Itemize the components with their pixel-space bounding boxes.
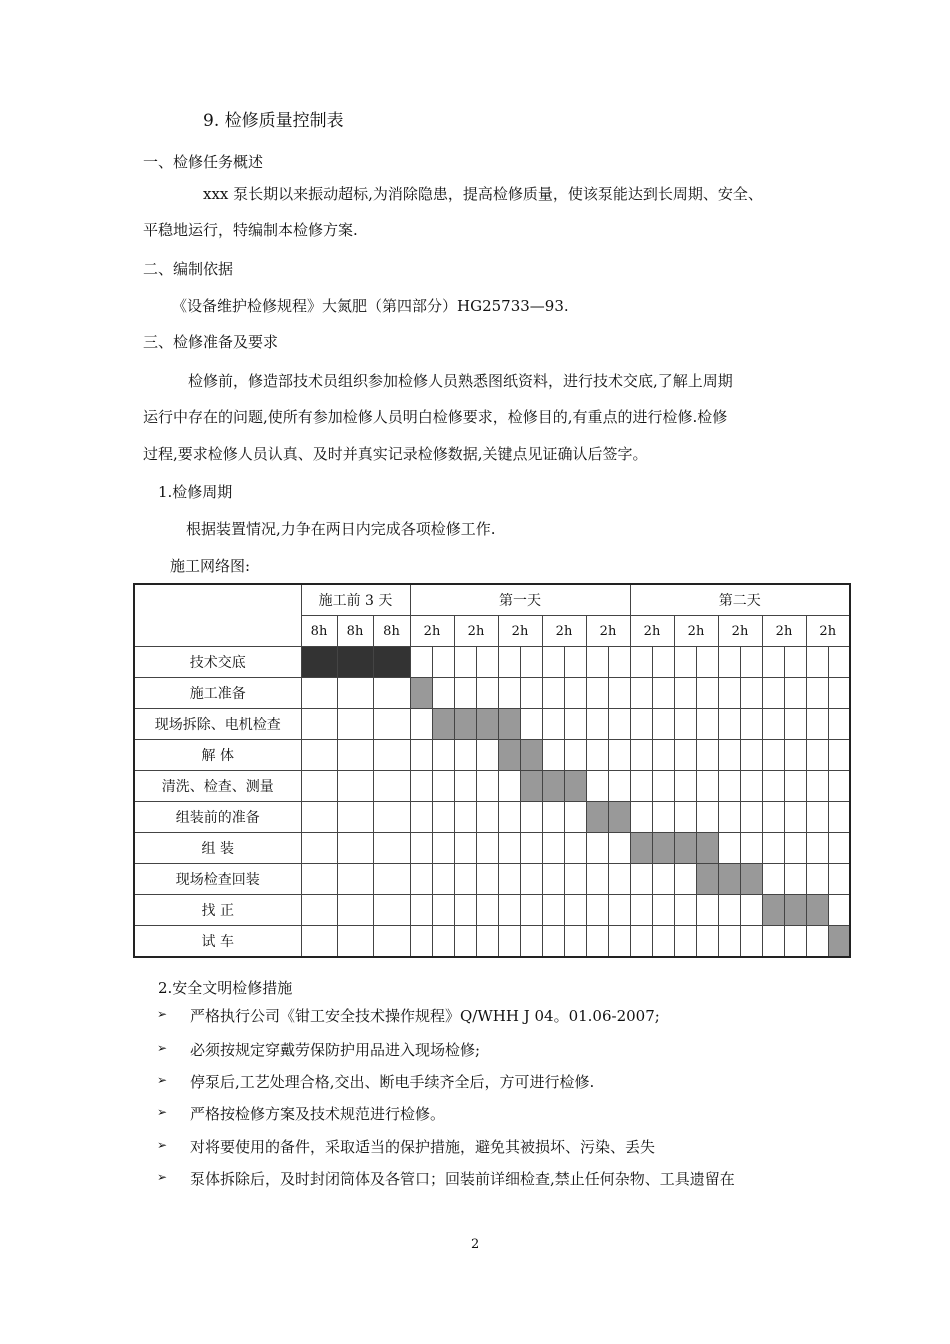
gantt-bar-cell: [520, 740, 542, 771]
network-label: 施工网络图:: [170, 557, 251, 575]
gantt-empty-cell: [630, 926, 652, 958]
gantt-empty-cell: [718, 926, 740, 958]
gantt-bar-cell: [718, 864, 740, 895]
gantt-empty-cell: [454, 895, 476, 926]
gantt-empty-cell: [410, 864, 432, 895]
gantt-unit-header: 2h: [762, 616, 806, 647]
gantt-empty-cell: [498, 647, 520, 678]
gantt-empty-cell: [828, 709, 850, 740]
gantt-unit-header: 2h: [718, 616, 762, 647]
gantt-empty-cell: [586, 895, 608, 926]
gantt-task-row: [134, 895, 850, 926]
gantt-empty-cell: [337, 771, 373, 802]
gantt-empty-cell: [410, 802, 432, 833]
gantt-task-name: 组 装: [134, 833, 301, 864]
safety-measure-item: 对将要使用的备件，采取适当的保护措施，避免其被损坏、污染、丢失: [190, 1138, 656, 1156]
gantt-empty-cell: [784, 833, 806, 864]
gantt-empty-cell: [828, 771, 850, 802]
gantt-unit-header: 2h: [498, 616, 542, 647]
gantt-bar-cell: [410, 678, 432, 709]
gantt-empty-cell: [337, 833, 373, 864]
gantt-empty-cell: [784, 771, 806, 802]
gantt-empty-cell: [740, 926, 762, 958]
gantt-empty-cell: [586, 647, 608, 678]
gantt-empty-cell: [718, 895, 740, 926]
gantt-empty-cell: [301, 864, 337, 895]
gantt-empty-cell: [454, 740, 476, 771]
gantt-empty-cell: [542, 709, 564, 740]
gantt-empty-cell: [410, 833, 432, 864]
gantt-empty-cell: [542, 802, 564, 833]
gantt-empty-cell: [608, 647, 630, 678]
gantt-chart-table: [133, 583, 851, 958]
gantt-task-name: 找 正: [134, 895, 301, 926]
gantt-empty-cell: [630, 647, 652, 678]
gantt-empty-cell: [762, 647, 784, 678]
gantt-empty-cell: [762, 926, 784, 958]
gantt-empty-cell: [806, 771, 828, 802]
gantt-bar-cell: [454, 709, 476, 740]
section-2-para: 《设备维护检修规程》大氮肥（第四部分）HG25733—93.: [172, 297, 569, 315]
gantt-empty-cell: [828, 740, 850, 771]
gantt-empty-cell: [674, 709, 696, 740]
gantt-task-row: [134, 740, 850, 771]
gantt-corner-cell: [134, 584, 301, 647]
gantt-task-row: [134, 771, 850, 802]
gantt-empty-cell: [301, 678, 337, 709]
gantt-empty-cell: [542, 833, 564, 864]
gantt-group-row: [134, 584, 850, 616]
gantt-empty-cell: [520, 864, 542, 895]
gantt-empty-cell: [432, 802, 454, 833]
gantt-bar-cell: [696, 864, 718, 895]
gantt-empty-cell: [564, 926, 586, 958]
gantt-empty-cell: [498, 771, 520, 802]
gantt-empty-cell: [828, 864, 850, 895]
gantt-empty-cell: [410, 647, 432, 678]
gantt-empty-cell: [696, 709, 718, 740]
bullet-arrow-icon: ➢: [157, 1105, 168, 1119]
gantt-bar-cell: [373, 647, 410, 678]
gantt-empty-cell: [652, 926, 674, 958]
gantt-empty-cell: [630, 709, 652, 740]
gantt-empty-cell: [586, 709, 608, 740]
gantt-empty-cell: [696, 895, 718, 926]
gantt-empty-cell: [564, 895, 586, 926]
gantt-empty-cell: [301, 709, 337, 740]
gantt-empty-cell: [608, 895, 630, 926]
period-para: 根据装置情况,力争在两日内完成各项检修工作.: [186, 520, 496, 538]
gantt-bar-cell: [498, 740, 520, 771]
gantt-unit-header: 8h: [373, 616, 410, 647]
gantt-empty-cell: [762, 864, 784, 895]
gantt-empty-cell: [806, 740, 828, 771]
safety-title: 2.安全文明检修措施: [158, 979, 293, 997]
gantt-task-name: 现场检查回装: [134, 864, 301, 895]
gantt-empty-cell: [586, 833, 608, 864]
gantt-empty-cell: [674, 895, 696, 926]
gantt-task-row: [134, 709, 850, 740]
gantt-empty-cell: [784, 864, 806, 895]
gantt-empty-cell: [542, 926, 564, 958]
gantt-empty-cell: [718, 647, 740, 678]
gantt-empty-cell: [373, 678, 410, 709]
gantt-empty-cell: [476, 864, 498, 895]
gantt-empty-cell: [652, 771, 674, 802]
gantt-empty-cell: [762, 740, 784, 771]
gantt-empty-cell: [476, 802, 498, 833]
gantt-empty-cell: [337, 864, 373, 895]
gantt-empty-cell: [718, 678, 740, 709]
gantt-bar-cell: [520, 771, 542, 802]
gantt-empty-cell: [784, 647, 806, 678]
safety-measure-item: 严格按检修方案及技术规范进行检修。: [190, 1105, 446, 1123]
gantt-empty-cell: [337, 926, 373, 958]
gantt-empty-cell: [784, 740, 806, 771]
gantt-empty-cell: [828, 802, 850, 833]
gantt-empty-cell: [454, 926, 476, 958]
bullet-arrow-icon: ➢: [157, 1041, 168, 1055]
gantt-empty-cell: [740, 771, 762, 802]
gantt-bar-cell: [542, 771, 564, 802]
section-1-title: 一、检修任务概述: [143, 153, 264, 171]
gantt-empty-cell: [696, 740, 718, 771]
gantt-group-header: 第一天: [410, 584, 630, 616]
gantt-empty-cell: [337, 895, 373, 926]
gantt-empty-cell: [762, 833, 784, 864]
gantt-group-header: 第二天: [630, 584, 850, 616]
gantt-empty-cell: [373, 802, 410, 833]
gantt-empty-cell: [674, 864, 696, 895]
gantt-bar-cell: [652, 833, 674, 864]
gantt-empty-cell: [337, 802, 373, 833]
gantt-task-name: 施工准备: [134, 678, 301, 709]
gantt-empty-cell: [784, 802, 806, 833]
gantt-empty-cell: [498, 864, 520, 895]
gantt-empty-cell: [542, 678, 564, 709]
gantt-empty-cell: [784, 926, 806, 958]
gantt-empty-cell: [520, 926, 542, 958]
gantt-empty-cell: [696, 678, 718, 709]
safety-measure-item: 泵体拆除后，及时封闭筒体及各管口；回装前详细检查,禁止任何杂物、工具遗留在: [190, 1170, 735, 1188]
gantt-empty-cell: [476, 740, 498, 771]
gantt-group-header: 施工前 3 天: [301, 584, 410, 616]
safety-measure-item: 必须按规定穿戴劳保防护用品进入现场检修;: [190, 1041, 481, 1059]
gantt-empty-cell: [542, 864, 564, 895]
gantt-task-row: [134, 678, 850, 709]
gantt-empty-cell: [542, 895, 564, 926]
gantt-empty-cell: [432, 833, 454, 864]
gantt-empty-cell: [718, 771, 740, 802]
gantt-empty-cell: [410, 926, 432, 958]
gantt-empty-cell: [696, 647, 718, 678]
gantt-empty-cell: [784, 678, 806, 709]
gantt-empty-cell: [696, 926, 718, 958]
gantt-empty-cell: [652, 895, 674, 926]
bullet-arrow-icon: ➢: [157, 1170, 168, 1184]
gantt-empty-cell: [498, 926, 520, 958]
safety-measure-item: 停泵后,工艺处理合格,交出、断电手续齐全后，方可进行检修.: [190, 1073, 595, 1091]
section-2-title: 二、编制依据: [143, 260, 234, 278]
gantt-empty-cell: [373, 709, 410, 740]
gantt-empty-cell: [301, 771, 337, 802]
gantt-empty-cell: [542, 647, 564, 678]
gantt-empty-cell: [564, 833, 586, 864]
gantt-unit-header: 8h: [301, 616, 337, 647]
gantt-empty-cell: [586, 678, 608, 709]
gantt-task-name: 现场拆除、电机检查: [134, 709, 301, 740]
gantt-empty-cell: [674, 647, 696, 678]
gantt-empty-cell: [476, 833, 498, 864]
gantt-empty-cell: [718, 802, 740, 833]
bullet-arrow-icon: ➢: [157, 1138, 168, 1152]
period-title: 1.检修周期: [158, 483, 233, 501]
gantt-empty-cell: [373, 864, 410, 895]
page-heading: 9. 检修质量控制表: [203, 111, 344, 131]
gantt-bar-cell: [784, 895, 806, 926]
gantt-empty-cell: [806, 709, 828, 740]
gantt-unit-header: 2h: [454, 616, 498, 647]
gantt-empty-cell: [520, 833, 542, 864]
gantt-empty-cell: [762, 802, 784, 833]
gantt-empty-cell: [652, 802, 674, 833]
gantt-empty-cell: [762, 771, 784, 802]
gantt-empty-cell: [301, 802, 337, 833]
section-3-para-line-2: 运行中存在的问题,使所有参加检修人员明白检修要求，检修目的,有重点的进行检修.检修: [143, 408, 728, 426]
gantt-empty-cell: [652, 864, 674, 895]
gantt-empty-cell: [520, 678, 542, 709]
gantt-empty-cell: [762, 678, 784, 709]
gantt-bar-cell: [608, 802, 630, 833]
gantt-bar-cell: [630, 833, 652, 864]
gantt-empty-cell: [337, 740, 373, 771]
gantt-empty-cell: [806, 864, 828, 895]
gantt-empty-cell: [828, 678, 850, 709]
gantt-empty-cell: [454, 833, 476, 864]
gantt-empty-cell: [696, 802, 718, 833]
safety-measure-item: 严格执行公司《钳工安全技术操作规程》Q/WHH J 04。01.06-2007;: [190, 1007, 660, 1025]
gantt-empty-cell: [652, 740, 674, 771]
gantt-empty-cell: [630, 895, 652, 926]
gantt-empty-cell: [674, 740, 696, 771]
gantt-empty-cell: [432, 926, 454, 958]
gantt-empty-cell: [498, 895, 520, 926]
gantt-empty-cell: [476, 926, 498, 958]
section-1-para-line-1: xxx 泵长期以来振动超标,为消除隐患，提高检修质量，使该泵能达到长周期、安全、: [203, 185, 763, 203]
gantt-empty-cell: [432, 771, 454, 802]
gantt-bar-cell: [476, 709, 498, 740]
gantt-empty-cell: [806, 678, 828, 709]
gantt-empty-cell: [498, 833, 520, 864]
gantt-empty-cell: [564, 740, 586, 771]
gantt-empty-cell: [410, 709, 432, 740]
gantt-empty-cell: [674, 771, 696, 802]
gantt-empty-cell: [828, 895, 850, 926]
gantt-empty-cell: [564, 678, 586, 709]
gantt-empty-cell: [740, 647, 762, 678]
gantt-empty-cell: [586, 864, 608, 895]
gantt-empty-cell: [520, 709, 542, 740]
gantt-unit-header: 2h: [410, 616, 454, 647]
gantt-empty-cell: [652, 678, 674, 709]
gantt-task-name: 解 体: [134, 740, 301, 771]
page-number: 2: [471, 1237, 480, 1252]
gantt-empty-cell: [476, 771, 498, 802]
gantt-empty-cell: [740, 709, 762, 740]
gantt-empty-cell: [608, 771, 630, 802]
gantt-empty-cell: [586, 740, 608, 771]
gantt-empty-cell: [454, 647, 476, 678]
gantt-task-name: 清洗、检查、测量: [134, 771, 301, 802]
gantt-empty-cell: [740, 833, 762, 864]
gantt-empty-cell: [301, 895, 337, 926]
gantt-task-row: [134, 864, 850, 895]
gantt-empty-cell: [828, 833, 850, 864]
gantt-empty-cell: [586, 926, 608, 958]
gantt-bar-cell: [498, 709, 520, 740]
gantt-unit-header: 2h: [674, 616, 718, 647]
section-1-para-line-2: 平稳地运行，特编制本检修方案.: [143, 221, 358, 239]
gantt-empty-cell: [630, 740, 652, 771]
gantt-empty-cell: [630, 771, 652, 802]
gantt-bar-cell: [740, 864, 762, 895]
gantt-bar-cell: [564, 771, 586, 802]
gantt-empty-cell: [806, 833, 828, 864]
gantt-empty-cell: [373, 895, 410, 926]
gantt-bar-cell: [828, 926, 850, 958]
gantt-empty-cell: [454, 771, 476, 802]
gantt-empty-cell: [476, 647, 498, 678]
gantt-unit-header: 2h: [806, 616, 850, 647]
gantt-empty-cell: [520, 895, 542, 926]
gantt-empty-cell: [740, 802, 762, 833]
section-3-para-line-3: 过程,要求检修人员认真、及时并真实记录检修数据,关键点见证确认后签字。: [143, 445, 648, 463]
gantt-task-row: [134, 647, 850, 678]
gantt-empty-cell: [520, 802, 542, 833]
gantt-empty-cell: [373, 833, 410, 864]
gantt-bar-cell: [301, 647, 337, 678]
gantt-task-row: [134, 802, 850, 833]
gantt-empty-cell: [432, 740, 454, 771]
gantt-empty-cell: [564, 647, 586, 678]
gantt-bar-cell: [806, 895, 828, 926]
gantt-empty-cell: [454, 864, 476, 895]
gantt-empty-cell: [432, 678, 454, 709]
gantt-empty-cell: [718, 709, 740, 740]
gantt-unit-header: 2h: [630, 616, 674, 647]
gantt-empty-cell: [564, 802, 586, 833]
gantt-empty-cell: [586, 771, 608, 802]
gantt-bar-cell: [762, 895, 784, 926]
gantt-empty-cell: [432, 647, 454, 678]
gantt-empty-cell: [806, 647, 828, 678]
gantt-empty-cell: [784, 709, 806, 740]
gantt-empty-cell: [373, 926, 410, 958]
gantt-empty-cell: [454, 802, 476, 833]
gantt-empty-cell: [740, 740, 762, 771]
gantt-empty-cell: [674, 678, 696, 709]
gantt-empty-cell: [762, 709, 784, 740]
gantt-empty-cell: [498, 678, 520, 709]
gantt-empty-cell: [630, 678, 652, 709]
gantt-empty-cell: [608, 678, 630, 709]
gantt-empty-cell: [432, 864, 454, 895]
bullet-arrow-icon: ➢: [157, 1007, 168, 1021]
gantt-empty-cell: [718, 740, 740, 771]
gantt-bar-cell: [674, 833, 696, 864]
gantt-bar-cell: [696, 833, 718, 864]
gantt-empty-cell: [608, 926, 630, 958]
gantt-empty-cell: [652, 709, 674, 740]
gantt-bar-cell: [586, 802, 608, 833]
gantt-empty-cell: [828, 647, 850, 678]
gantt-empty-cell: [608, 740, 630, 771]
gantt-empty-cell: [740, 678, 762, 709]
bullet-arrow-icon: ➢: [157, 1073, 168, 1087]
gantt-empty-cell: [696, 771, 718, 802]
gantt-empty-cell: [373, 771, 410, 802]
gantt-task-row: [134, 926, 850, 958]
gantt-empty-cell: [718, 833, 740, 864]
gantt-empty-cell: [674, 926, 696, 958]
gantt-unit-header: 2h: [586, 616, 630, 647]
gantt-empty-cell: [410, 771, 432, 802]
gantt-bar-cell: [337, 647, 373, 678]
gantt-empty-cell: [498, 802, 520, 833]
gantt-empty-cell: [454, 678, 476, 709]
gantt-task-name: 试 车: [134, 926, 301, 958]
gantt-unit-header: 2h: [542, 616, 586, 647]
gantt-empty-cell: [301, 740, 337, 771]
gantt-empty-cell: [520, 647, 542, 678]
gantt-empty-cell: [740, 895, 762, 926]
gantt-empty-cell: [373, 740, 410, 771]
section-3-para-line-1: 检修前，修造部技术员组织参加检修人员熟悉图纸资料，进行技术交底,了解上周期: [188, 372, 733, 390]
gantt-empty-cell: [608, 833, 630, 864]
gantt-empty-cell: [410, 895, 432, 926]
gantt-empty-cell: [564, 864, 586, 895]
gantt-task-name: 技术交底: [134, 647, 301, 678]
gantt-task-name: 组装前的准备: [134, 802, 301, 833]
gantt-empty-cell: [608, 709, 630, 740]
gantt-empty-cell: [630, 802, 652, 833]
gantt-empty-cell: [432, 895, 454, 926]
gantt-empty-cell: [652, 647, 674, 678]
gantt-empty-cell: [301, 833, 337, 864]
gantt-empty-cell: [564, 709, 586, 740]
gantt-empty-cell: [806, 802, 828, 833]
gantt-empty-cell: [301, 926, 337, 958]
gantt-empty-cell: [806, 926, 828, 958]
gantt-empty-cell: [410, 740, 432, 771]
gantt-empty-cell: [337, 709, 373, 740]
gantt-unit-header: 8h: [337, 616, 373, 647]
gantt-bar-cell: [432, 709, 454, 740]
gantt-empty-cell: [674, 802, 696, 833]
section-3-title: 三、检修准备及要求: [143, 333, 279, 351]
gantt-empty-cell: [476, 678, 498, 709]
gantt-empty-cell: [542, 740, 564, 771]
gantt-empty-cell: [608, 864, 630, 895]
gantt-empty-cell: [476, 895, 498, 926]
gantt-empty-cell: [630, 864, 652, 895]
gantt-empty-cell: [337, 678, 373, 709]
gantt-task-row: [134, 833, 850, 864]
